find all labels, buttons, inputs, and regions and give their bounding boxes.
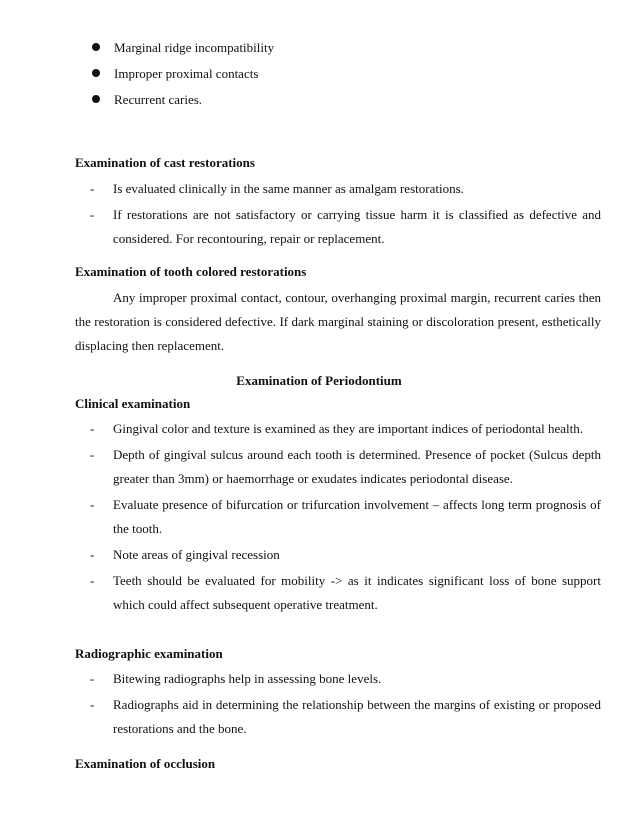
list-item: - Depth of gingival sulcus around each tooth is determined. Presence of pocket (Sulcus depth greater than 3mm) or haemorrhage or exudates indicates periodontal disease.	[90, 447, 601, 486]
bullet-dot-icon	[92, 69, 100, 77]
tooth-colored-paragraph: Any improper proximal contact, contour, overhanging proximal margin, recurrent caries then the restoration is considered defective. If dark marginal staining or discoloration present, esthetically displacing then replacement.	[75, 290, 601, 353]
radiographic-examination-heading: Radiographic examination	[75, 646, 223, 661]
cast-restorations-heading: Examination of cast restorations	[75, 155, 255, 170]
bullet-item: Recurrent caries.	[92, 90, 274, 116]
bullet-dot-icon	[92, 95, 100, 103]
list-item: - Radiographs aid in determining the relationship between the margins of existing or proposed restorations and the bone.	[90, 697, 601, 736]
radiographic-examination-list	[75, 667, 601, 743]
tooth-colored-heading: Examination of tooth colored restorations	[75, 264, 307, 279]
list-item: - Evaluate presence of bifurcation or trifurcation involvement – affects long term prognosis of the tooth.	[90, 497, 601, 536]
list-item: - Gingival color and texture is examined as they are important indices of periodontal health.	[90, 421, 584, 436]
bullet-dot-icon	[92, 43, 100, 51]
bullet-item: Improper proximal contacts	[92, 64, 274, 90]
periodontium-title: Examination of Periodontium	[236, 373, 402, 388]
clinical-examination-heading: Clinical examination	[75, 396, 191, 411]
list-item: - If restorations are not satisfactory or carrying tissue harm it is classified as defective and considered. For recontouring, repair or replacement.	[90, 207, 601, 246]
clinical-examination-list	[75, 417, 601, 619]
list-item: - Bitewing radiographs help in assessing bone levels.	[90, 671, 382, 686]
cast-restorations-list	[75, 177, 601, 253]
list-item: - Teeth should be evaluated for mobility -> as it indicates significant loss of bone support which could affect subsequent operative treatment.	[90, 573, 601, 612]
bullet-list	[92, 38, 274, 116]
list-item: - Note areas of gingival recession	[90, 547, 280, 562]
list-item: - Is evaluated clinically in the same manner as amalgam restorations.	[90, 181, 464, 196]
bullet-item: Marginal ridge incompatibility	[92, 38, 274, 64]
occlusion-heading: Examination of occlusion	[75, 756, 216, 771]
